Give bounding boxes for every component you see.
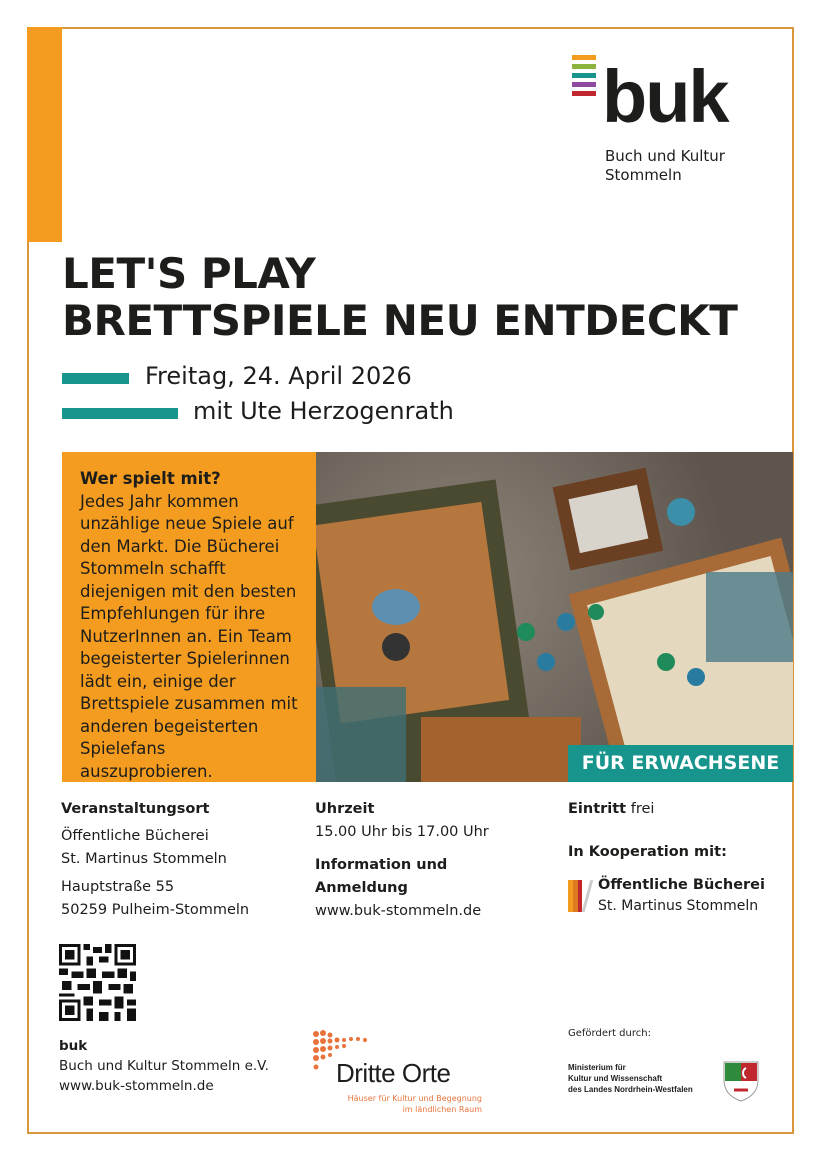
info-label: Information und	[315, 857, 448, 873]
partner-logo	[568, 876, 765, 918]
logo-line1: Buch und Kultur	[605, 147, 725, 165]
entry-value: frei	[630, 801, 655, 817]
entry-section	[568, 798, 765, 918]
nrw-coat-of-arms-icon	[722, 1060, 760, 1102]
venue-street: Hauptstraße 55	[61, 879, 175, 895]
info-url[interactable]: www.buk-stommeln.de	[315, 903, 482, 919]
event-date: Freitag, 24. April 2026	[145, 362, 412, 390]
footer-org-short: buk	[59, 1038, 88, 1054]
event-host: mit Ute Herzogenrath	[193, 397, 454, 425]
partner-name: Öffentliche Bücherei	[598, 877, 765, 893]
tagline-line1: Häuser für Kultur und Begegnung	[347, 1094, 482, 1103]
ministry-line3: des Landes Nordrhein-Westfalen	[568, 1085, 693, 1094]
page-title	[62, 250, 737, 344]
footer-org-full: Buch und Kultur Stommeln e.V.	[59, 1058, 269, 1074]
venue-city: 50259 Pulheim-Stommeln	[61, 902, 250, 918]
footer-url[interactable]: www.buk-stommeln.de	[59, 1078, 214, 1094]
dritte-orte-tagline	[332, 1093, 482, 1115]
orange-accent-bar	[27, 27, 62, 242]
qr-code[interactable]	[59, 944, 136, 1021]
ministry-text	[568, 1062, 693, 1095]
time-section	[315, 798, 489, 923]
dritte-orte-name: Dritte Orte	[336, 1058, 451, 1088]
coop-label: In Kooperation mit:	[568, 844, 727, 860]
funded-by-label: Gefördert durch:	[568, 1028, 651, 1039]
intro-heading: Wer spielt mit?	[80, 469, 221, 488]
ministry-line1: Ministerium für	[568, 1063, 626, 1072]
ministry-line2: Kultur und Wissenschaft	[568, 1074, 663, 1083]
time-value: 15.00 Uhr bis 17.00 Uhr	[315, 824, 489, 840]
logo-word: buk	[602, 55, 728, 138]
title-line2: BRETTSPIELE NEU ENTDECKT	[62, 296, 738, 345]
buk-logo	[572, 55, 762, 184]
dritte-orte-logo	[312, 1030, 482, 1120]
intro-body: Jedes Jahr kommen unzählige neue Spiele auf den Markt. Die Bücherei Stommeln schafft diejenigen mit den besten Empfehlungen für ihre NutzerInnen an. Ein Team begeisterter Spielerinnen lädt ein, einige der Brettspiele zusammen mit anderen begeisterten Spielefans auszuprobieren.	[80, 491, 298, 781]
logo-line2: Stommeln	[605, 166, 682, 184]
time-label: Uhrzeit	[315, 801, 375, 817]
audience-badge: FÜR ERWACHSENE	[568, 745, 793, 782]
footer-org	[59, 1036, 269, 1096]
teal-line	[62, 373, 129, 384]
venue-section	[61, 798, 249, 922]
title-line1: LET'S PLAY	[62, 249, 316, 298]
info-label2: Anmeldung	[315, 880, 408, 896]
photo-illustration	[316, 452, 793, 782]
teal-line	[62, 408, 178, 419]
entry-label: Eintritt	[568, 801, 627, 817]
intro-box	[62, 452, 316, 782]
board-games-photo	[316, 452, 793, 782]
venue-name: Öffentliche Bücherei	[61, 828, 209, 844]
venue-name2: St. Martinus Stommeln	[61, 851, 227, 867]
venue-label: Veranstaltungsort	[61, 801, 210, 817]
partner-name2: St. Martinus Stommeln	[598, 898, 759, 914]
tagline-line2: im ländlichen Raum	[402, 1105, 482, 1114]
